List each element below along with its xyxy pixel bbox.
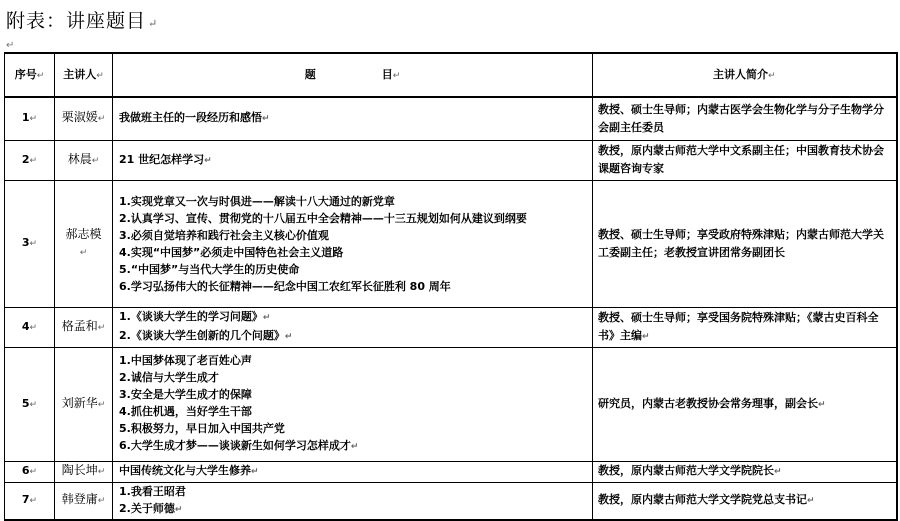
paragraph-mark-icon: ↵	[6, 40, 15, 51]
row-intro: 教授，原内蒙古师范大学文学院院长↵	[593, 461, 897, 482]
topic-line: 1.我看王昭君	[119, 484, 186, 498]
header-speaker: 主讲人↵	[55, 53, 113, 97]
lecture-table	[4, 52, 898, 521]
table-row	[5, 347, 897, 461]
row-speaker: 郝志模 ↵	[55, 180, 113, 307]
row-speaker: 陶长坤↵	[55, 461, 113, 482]
page-title	[6, 6, 158, 33]
topic-line: 2.诚信与大学生成才	[119, 371, 219, 384]
row-seq: 6↵	[5, 461, 55, 482]
row-intro: 教授、硕士生导师；内蒙古医学会生物化学与分子生物学分会副主任委员	[593, 97, 897, 140]
row-topics	[113, 140, 593, 180]
row-speaker: 格孟和↵	[55, 307, 113, 347]
topic-line: 21 世纪怎样学习↵	[119, 152, 212, 166]
table-row	[5, 307, 897, 347]
table-row	[5, 140, 897, 180]
row-topics	[113, 97, 593, 140]
header-intro: 主讲人简介↵	[593, 53, 897, 97]
row-seq: 4↵	[5, 307, 55, 347]
paragraph-mark-icon: ↵	[148, 17, 159, 30]
row-topics	[113, 482, 593, 520]
row-seq: 3↵	[5, 180, 55, 307]
row-intro: 研究员，内蒙古老教授协会常务理事，副会长↵	[593, 347, 897, 461]
topic-line: 5.“中国梦”与当代大学生的历史使命	[119, 262, 300, 276]
row-topics	[113, 347, 593, 461]
topic-line: 2.《谈谈大学生创新的几个问题》↵	[119, 329, 293, 342]
row-seq: 1↵	[5, 97, 55, 140]
topic-line: 4.抓住机遇，当好学生干部	[119, 405, 252, 418]
table-row	[5, 97, 897, 140]
topic-line: 1.实现党章又一次与时俱进——解读十八大通过的新党章	[119, 194, 395, 208]
topic-line: 5.积极努力，早日加入中国共产党	[119, 422, 285, 435]
row-intro: 教授、硕士生导师；享受国务院特殊津贴；《蒙古史百科全书》主编↵	[593, 307, 897, 347]
row-intro: 教授，原内蒙古师范大学文学院党总支书记↵	[593, 482, 897, 520]
row-speaker: 刘新华↵	[55, 347, 113, 461]
row-seq: 5↵	[5, 347, 55, 461]
row-speaker: 林晨↵	[55, 140, 113, 180]
topic-line: 中国传统文化与大学生修养↵	[119, 464, 259, 477]
header-seq: 序号↵	[5, 53, 55, 97]
header-topic: 题 目↵	[113, 53, 593, 97]
row-speaker: 韩登庸↵	[55, 482, 113, 520]
table-row	[5, 461, 897, 482]
row-intro: 教授，原内蒙古师范大学中文系副主任；中国教育技术协会课题咨询专家	[593, 140, 897, 180]
table-row	[5, 482, 897, 520]
row-topics	[113, 307, 593, 347]
topic-line: 2.关于师德↵	[119, 501, 183, 515]
page-title-text: 附表：讲座题目	[6, 10, 147, 32]
row-speaker: 栗淑媛↵	[55, 97, 113, 140]
topic-line: 6.大学生成才梦——谈谈新生如何学习怎样成才↵	[119, 439, 359, 452]
topic-line: 4.实现“中国梦”必须走中国特色社会主义道路	[119, 245, 344, 259]
table-row	[5, 180, 897, 307]
topic-line: 3.必须自觉培养和践行社会主义核心价值观	[119, 228, 329, 242]
row-topics	[113, 461, 593, 482]
topic-line: 3.安全是大学生成才的保障	[119, 388, 252, 401]
row-seq: 7↵	[5, 482, 55, 520]
row-seq: 2↵	[5, 140, 55, 180]
topic-line: 6.学习弘扬伟大的长征精神——纪念中国工农红军长征胜利 80 周年	[119, 279, 451, 293]
header-row	[5, 53, 897, 97]
topic-line: 1.中国梦体现了老百姓心声	[119, 354, 252, 367]
row-topics	[113, 180, 593, 307]
topic-line: 1.《谈谈大学生的学习问题》↵	[119, 310, 271, 323]
topic-line: 2.认真学习、宣传、贯彻党的十八届五中全会精神——十三五规划如何从建议到纲要	[119, 211, 527, 225]
topic-line: 我做班主任的一段经历和感悟↵	[119, 111, 270, 125]
row-intro: 教授、硕士生导师；享受政府特殊津贴；内蒙古师范大学关工委副主任；老教授宣讲团常务副团长	[593, 180, 897, 307]
